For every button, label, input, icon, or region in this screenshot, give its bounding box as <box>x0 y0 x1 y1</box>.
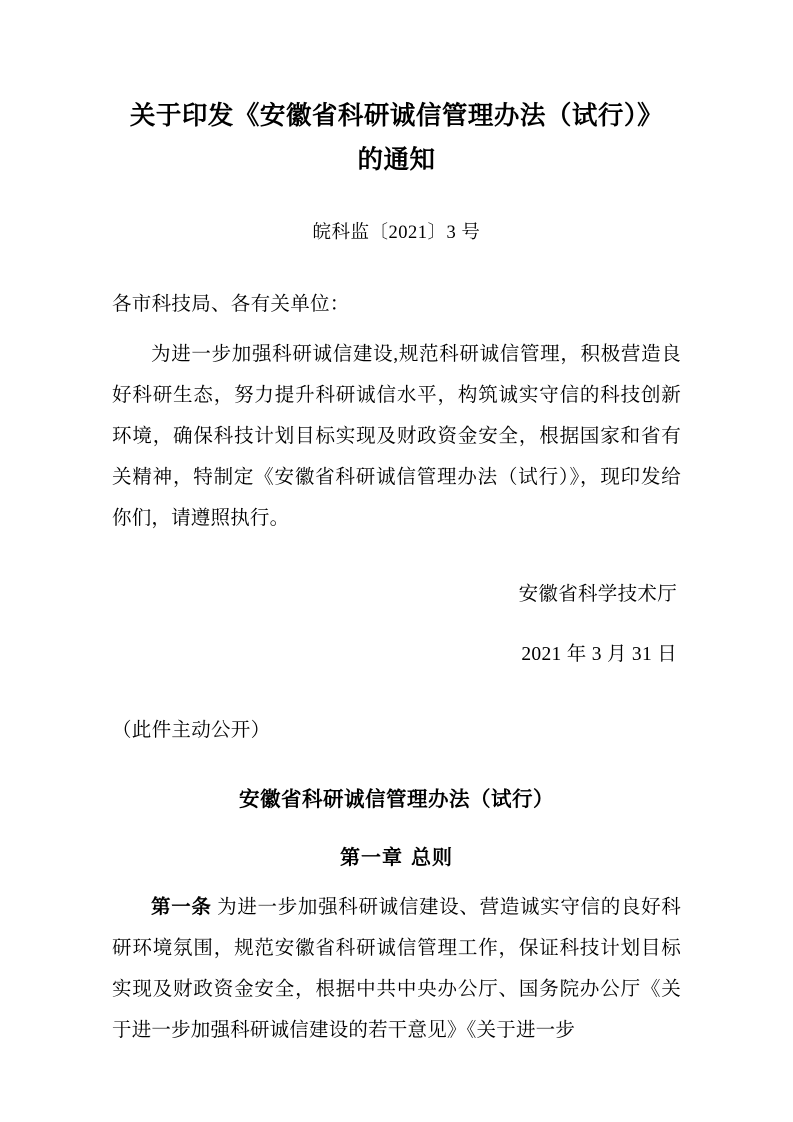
salutation: 各市科技局、各有关单位： <box>112 294 350 315</box>
chapter-title: 第一章 总则 <box>340 845 453 869</box>
disclosure-note: （此件主动公开） <box>112 720 271 741</box>
article-one-label: 第一条 <box>151 897 212 918</box>
document-title: 关于印发《安徽省科研诚信管理办法（试行）》的通知 <box>129 101 664 175</box>
sign-date: 2021 年 3 月 31 日 <box>521 644 677 665</box>
document-number: 皖科监〔2021〕3 号 <box>312 223 481 243</box>
measures-title: 安徽省科研诚信管理办法（试行） <box>239 787 554 811</box>
article-one-text: 为进一步加强科研诚信建设、营造诚实守信的良好科研环境氛围，规范安徽省科研诚信管理工作，保证科技计划目标实现及财政资金安全，根据中共中央办公厅、国务院办公厅《关于进一步加强科研诚信建设的若干意见》《关于进一步 <box>112 897 681 1041</box>
notice-body-paragraph: 为进一步加强科研诚信建设,规范科研诚信管理，积极营造良好科研生态，努力提升科研诚信水平，构筑诚实守信的科技创新环境，确保科技计划目标实现及财政资金安全，根据国家和省有关精神，特制定《安徽省科研诚信管理办法（试行）》，现印发给你们，请遵照执行。 <box>112 344 681 529</box>
signer-organization: 安徽省科学技术厅 <box>518 584 677 605</box>
article-one-paragraph <box>112 887 681 1051</box>
